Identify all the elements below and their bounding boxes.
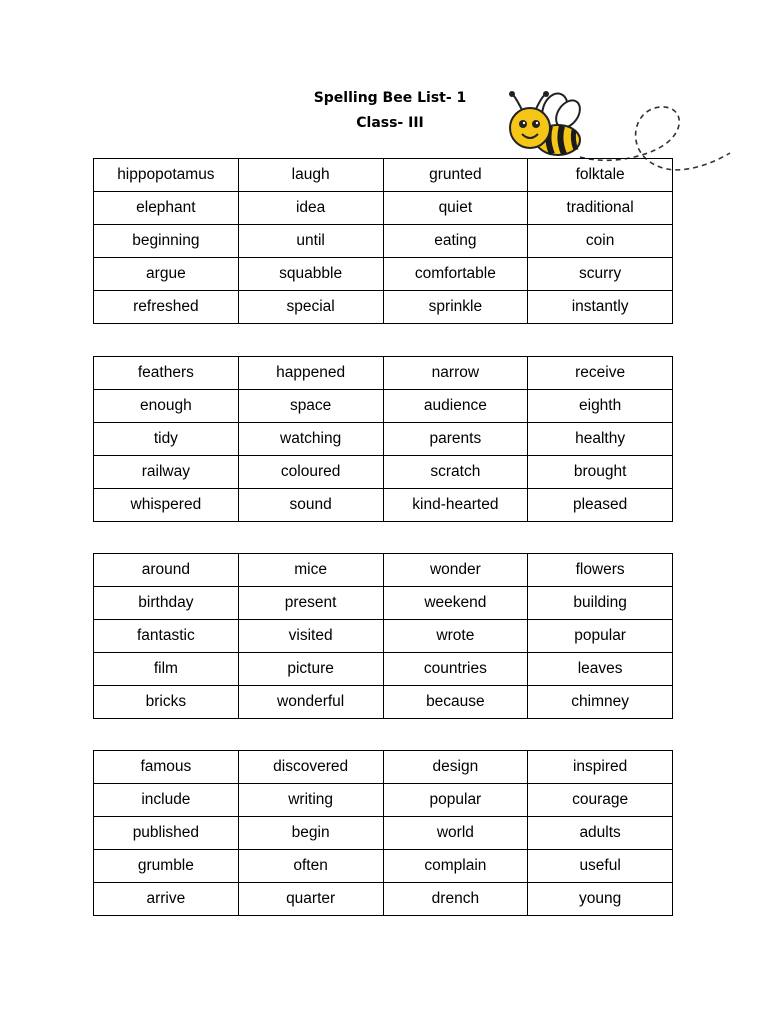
table-row <box>94 258 673 291</box>
word-cell: sprinkle <box>383 291 528 324</box>
word-cell: squabble <box>238 258 383 291</box>
word-cell: eighth <box>528 390 673 423</box>
word-cell: scratch <box>383 456 528 489</box>
word-cell: laugh <box>238 159 383 192</box>
word-cell: sound <box>238 489 383 522</box>
word-cell: idea <box>238 192 383 225</box>
word-cell: traditional <box>528 192 673 225</box>
word-cell: space <box>238 390 383 423</box>
word-cell: present <box>238 587 383 620</box>
word-cell: hippopotamus <box>94 159 239 192</box>
word-cell: beginning <box>94 225 239 258</box>
table-row <box>94 620 673 653</box>
table-row <box>94 653 673 686</box>
word-cell: because <box>383 686 528 719</box>
word-cell: published <box>94 817 239 850</box>
word-cell: complain <box>383 850 528 883</box>
word-cell: leaves <box>528 653 673 686</box>
word-cell: weekend <box>383 587 528 620</box>
table-row <box>94 686 673 719</box>
word-cell: folktale <box>528 159 673 192</box>
word-cell: drench <box>383 883 528 916</box>
table-row <box>94 883 673 916</box>
word-cell: flowers <box>528 554 673 587</box>
word-cell: around <box>94 554 239 587</box>
word-cell: grumble <box>94 850 239 883</box>
bee-icon <box>500 88 590 168</box>
word-cell: refreshed <box>94 291 239 324</box>
word-cell: adults <box>528 817 673 850</box>
word-cell: discovered <box>238 751 383 784</box>
word-cell: include <box>94 784 239 817</box>
word-cell: useful <box>528 850 673 883</box>
word-cell: railway <box>94 456 239 489</box>
word-cell: kind-hearted <box>383 489 528 522</box>
word-table-4 <box>93 750 673 916</box>
word-cell: bricks <box>94 686 239 719</box>
table-row <box>94 456 673 489</box>
table-row <box>94 751 673 784</box>
word-cell: brought <box>528 456 673 489</box>
word-table-1 <box>93 158 673 324</box>
word-cell: pleased <box>528 489 673 522</box>
word-cell: argue <box>94 258 239 291</box>
word-cell: countries <box>383 653 528 686</box>
table-row <box>94 390 673 423</box>
word-cell: film <box>94 653 239 686</box>
table-row <box>94 291 673 324</box>
page-title: Spelling Bee List- 1 <box>313 90 467 106</box>
word-cell: young <box>528 883 673 916</box>
word-cell: quarter <box>238 883 383 916</box>
table-row <box>94 817 673 850</box>
word-cell: audience <box>383 390 528 423</box>
word-cell: visited <box>238 620 383 653</box>
table-row <box>94 554 673 587</box>
word-cell: special <box>238 291 383 324</box>
word-cell: comfortable <box>383 258 528 291</box>
word-cell: healthy <box>528 423 673 456</box>
word-cell: picture <box>238 653 383 686</box>
word-cell: mice <box>238 554 383 587</box>
word-cell: whispered <box>94 489 239 522</box>
word-cell: world <box>383 817 528 850</box>
word-cell: famous <box>94 751 239 784</box>
word-cell: inspired <box>528 751 673 784</box>
table-row <box>94 784 673 817</box>
word-cell: writing <box>238 784 383 817</box>
word-cell: enough <box>94 390 239 423</box>
word-cell: courage <box>528 784 673 817</box>
table-row <box>94 225 673 258</box>
word-cell: birthday <box>94 587 239 620</box>
word-cell: wonder <box>383 554 528 587</box>
word-cell: often <box>238 850 383 883</box>
word-cell: popular <box>383 784 528 817</box>
word-cell: fantastic <box>94 620 239 653</box>
word-cell: eating <box>383 225 528 258</box>
word-cell: wrote <box>383 620 528 653</box>
word-cell: grunted <box>383 159 528 192</box>
word-cell: instantly <box>528 291 673 324</box>
table-row <box>94 587 673 620</box>
table-row <box>94 850 673 883</box>
word-cell: feathers <box>94 357 239 390</box>
word-cell: wonderful <box>238 686 383 719</box>
word-table-2 <box>93 356 673 522</box>
word-cell: receive <box>528 357 673 390</box>
word-cell: coloured <box>238 456 383 489</box>
word-cell: coin <box>528 225 673 258</box>
word-table-3 <box>93 553 673 719</box>
page-subtitle: Class- III <box>356 115 424 131</box>
table-row <box>94 489 673 522</box>
word-cell: popular <box>528 620 673 653</box>
word-cell: chimney <box>528 686 673 719</box>
table-row <box>94 357 673 390</box>
word-cell: watching <box>238 423 383 456</box>
word-cell: until <box>238 225 383 258</box>
word-cell: building <box>528 587 673 620</box>
word-cell: begin <box>238 817 383 850</box>
table-row <box>94 192 673 225</box>
table-row <box>94 423 673 456</box>
word-cell: quiet <box>383 192 528 225</box>
word-cell: design <box>383 751 528 784</box>
word-cell: parents <box>383 423 528 456</box>
word-cell: arrive <box>94 883 239 916</box>
word-cell: tidy <box>94 423 239 456</box>
word-cell: narrow <box>383 357 528 390</box>
word-cell: elephant <box>94 192 239 225</box>
table-row <box>94 159 673 192</box>
word-cell: scurry <box>528 258 673 291</box>
word-cell: happened <box>238 357 383 390</box>
